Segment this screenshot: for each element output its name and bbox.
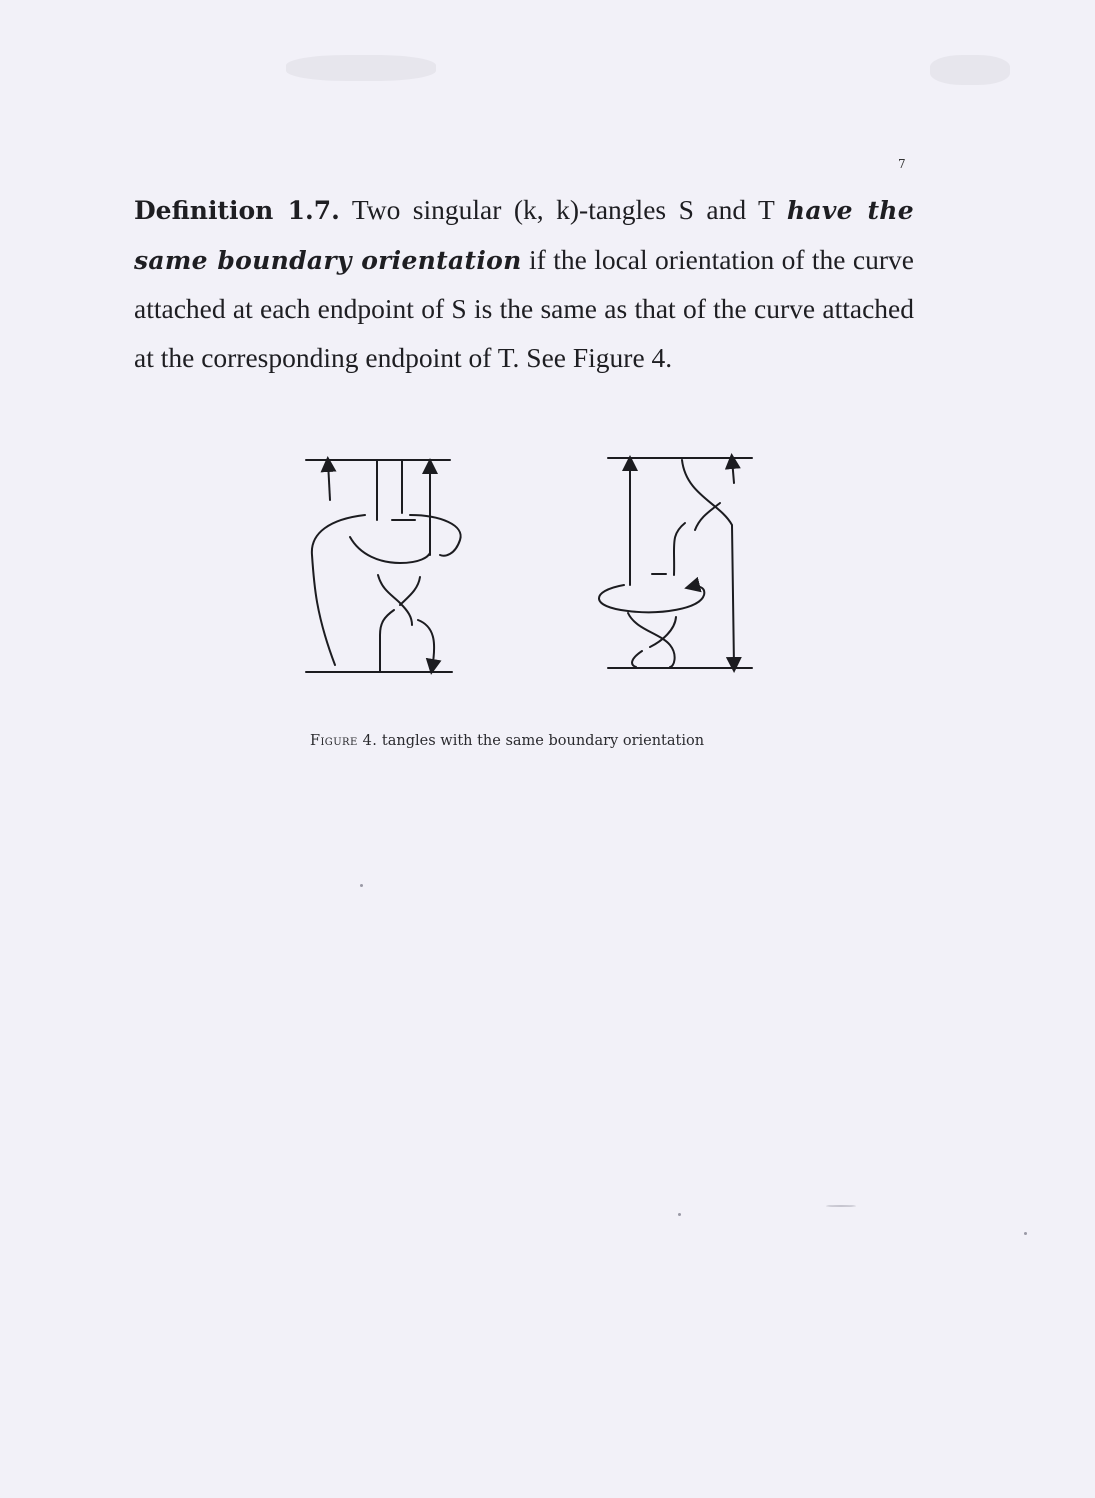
scan-speck [360, 884, 363, 887]
figure-4 [290, 445, 770, 685]
scan-speck [1024, 1232, 1027, 1235]
caption-text: tangles with the same boundary orientation [377, 733, 705, 749]
scan-speck [678, 1213, 681, 1216]
definition-text-1: Two singular (k, k)-tangles S and T [339, 194, 787, 225]
definition-label: Definition 1.7. [134, 196, 340, 225]
left-strand-1 [328, 462, 330, 500]
scan-speck [826, 1205, 856, 1207]
caption-label: Figure 4. [310, 733, 378, 749]
left-tangle-diagram [306, 460, 461, 672]
definition-1-7 [134, 186, 914, 382]
defined-term: have the same boundary orientation [134, 196, 914, 275]
right-tangle-diagram [599, 458, 752, 668]
figure-caption [310, 733, 770, 749]
scan-speck [930, 55, 1010, 85]
page-number: 7 [898, 157, 906, 171]
definition-text-2: if the local orientation of the curve attached at each endpoint of S is the same as that of the curve attached at the corresponding endpoint of T. See Figure 4. [134, 243, 914, 373]
scan-speck [286, 55, 436, 81]
